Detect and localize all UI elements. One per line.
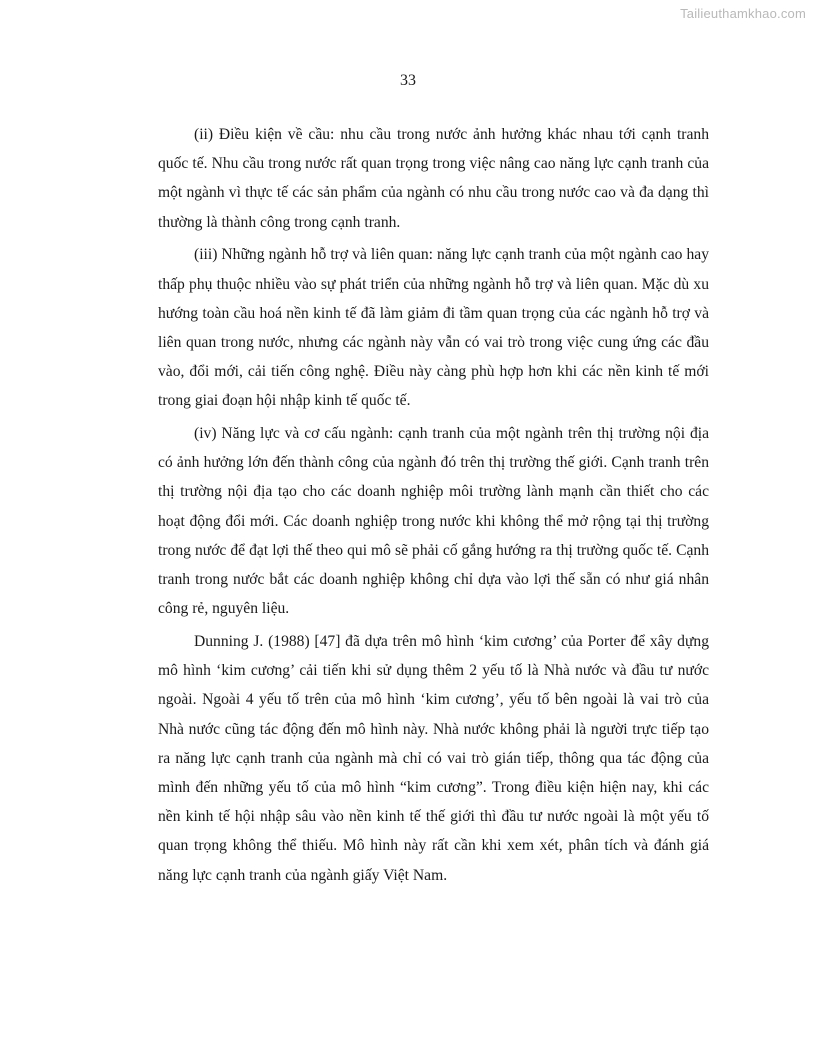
paragraph-dunning-model: Dunning J. (1988) [47] đã dựa trên mô hình ‘kim cương’ của Porter để xây dựng mô hình ‘kim cương’ cải tiến khi sử dụng thêm 2 yếu tố là Nhà nước và đầu tư nước ngoài. Ngoài 4 yếu tố trên của mô hình ‘kim cương’, yếu tố bên ngoài là vai trò của Nhà nước cũng tác động đến mô hình này. Nhà nước không phải là người trực tiếp tạo ra năng lực cạnh tranh của ngành mà chỉ có vai trò gián tiếp, thông qua tác động của mình đến những yếu tố của mô hình “kim cương”. Trong điều kiện hiện nay, khi các nền kinh tế hội nhập sâu vào nền kinh tế thế giới thì đầu tư nước ngoài là một yếu tố quan trọng không thể thiếu. Mô hình này rất cần khi xem xét, phân tích và đánh giá năng lực cạnh tranh của ngành giấy Việt Nam. [158,632,709,884]
page-number: 33 [400,72,416,89]
paragraph-industry-structure: (iv) Năng lực và cơ cấu ngành: cạnh tranh của một ngành trên thị trường nội địa có ảnh hưởng lớn đến thành công của ngành đó trên thị trường thế giới. Cạnh tranh trên thị trường nội địa tạo cho các doanh nghiệp môi trường lành mạnh cần thiết cho các hoạt động đổi mới. Các doanh nghiệp trong nước khi không thể mở rộng tại thị trường trong nước để đạt lợi thế theo qui mô sẽ phải cố gắng hướng ra thị trường quốc tế. Cạnh tranh trong nước bắt các doanh nghiệp không chỉ dựa vào lợi thế sẵn có như giá nhân công rẻ, nguyên liệu. [158,425,709,618]
paragraph-demand-conditions: (ii) Điều kiện về cầu: nhu cầu trong nước ảnh hưởng khác nhau tới cạnh tranh quốc tế. Nhu cầu trong nước rất quan trọng trong việc nâng cao năng lực cạnh tranh của một ngành vì thực tế các sản phẩm của ngành có nhu cầu trong nước cao và đa dạng thì thường là thành công trong cạnh tranh. [158,126,709,231]
document-body [158,120,709,893]
paragraph-related-industries: (iii) Những ngành hỗ trợ và liên quan: năng lực cạnh tranh của một ngành cao hay thấp phụ thuộc nhiều vào sự phát triển của những ngành hỗ trợ và liên quan. Mặc dù xu hướng toàn cầu hoá nền kinh tế đã làm giảm đi tầm quan trọng của các ngành hỗ trợ và liên quan trong nước, nhưng các ngành này vẫn có vai trò trong việc cung ứng các đầu vào, đổi mới, cải tiến công nghệ. Điều này càng phù hợp hơn khi các nền kinh tế mới trong giai đoạn hội nhập kinh tế quốc tế. [158,246,709,410]
watermark-text: Tailieuthamkhao.com [680,6,806,21]
